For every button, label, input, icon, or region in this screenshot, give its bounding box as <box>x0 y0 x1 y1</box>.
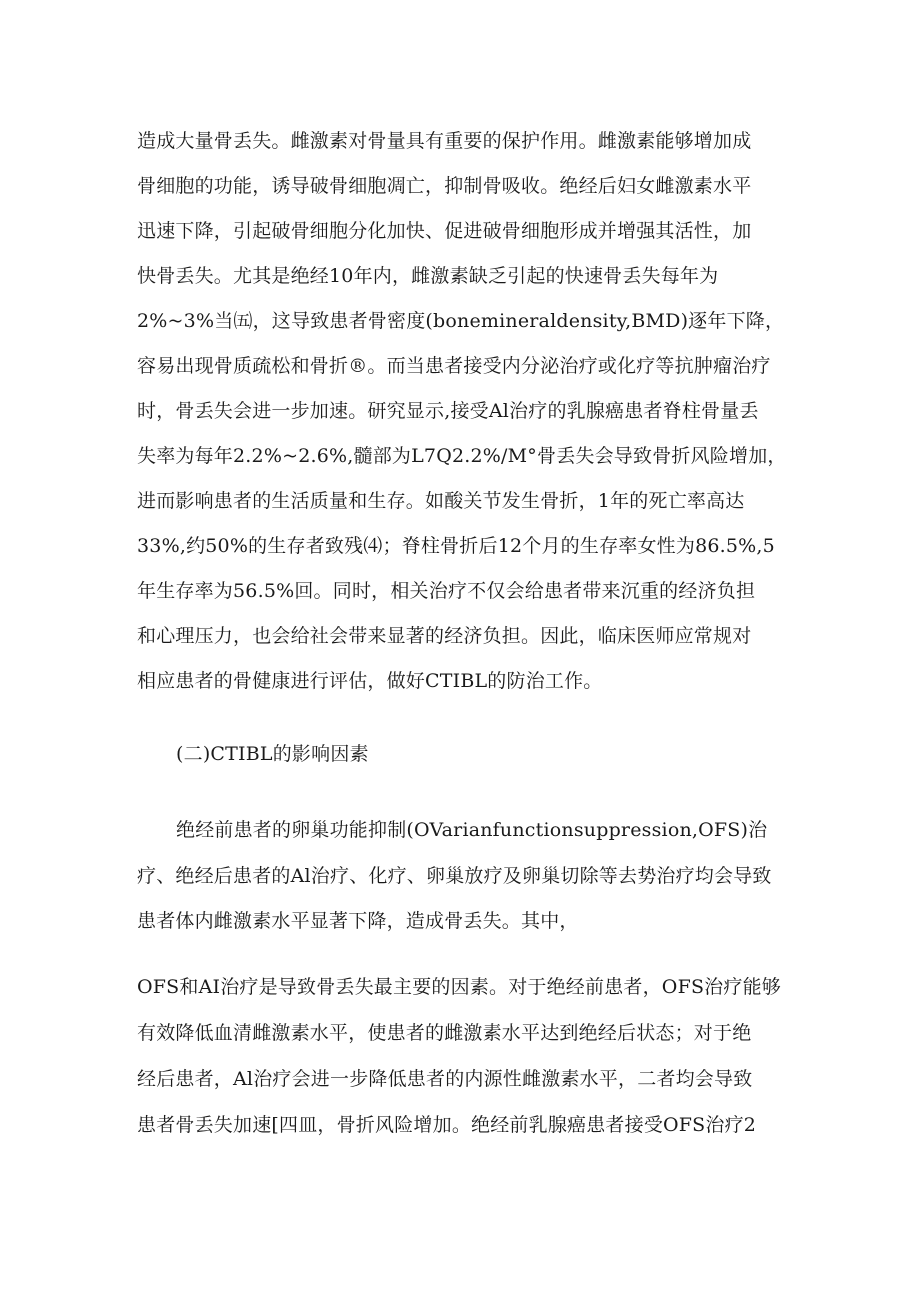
text-line-17: OFS和AI治疗是导致骨丢失最主要的因素。对于绝经前患者，OFS治疗能够 <box>137 976 781 998</box>
text-line-7: 时，骨丢失会进一步加速。研究显示,接受Al治疗的乳腺癌患者脊柱骨量丢 <box>137 400 759 422</box>
text-line-13: 相应患者的骨健康进行评估，做好CTIBL的防治工作。 <box>137 670 603 692</box>
section-heading: (二)CTIBL的影响因素 <box>176 743 369 765</box>
text-line-4: 快骨丢失。尤其是绝经10年内，雌激素缺乏引起的快速骨丢失每年为 <box>137 265 719 287</box>
text-line-2: 骨细胞的功能，诱导破骨细胞凋亡，抑制骨吸收。绝经后妇女雌激素水平 <box>137 175 752 197</box>
text-line-14: 绝经前患者的卵巢功能抑制(OVarianfunctionsuppression,OFS)治 <box>176 819 768 841</box>
text-line-1: 造成大量骨丢失。雌激素对骨量具有重要的保护作用。雌激素能够增加成 <box>137 130 752 152</box>
text-line-16: 患者体内雌激素水平显著下降，造成骨丢失。其中， <box>137 910 579 932</box>
text-line-5: 2%~3%当㈤，这导致患者骨密度(bonemineraldensity,BMD)逐年下降， <box>137 310 785 332</box>
text-line-9: 进而影响患者的生活质量和生存。如酸关节发生骨折，1年的死亡率高达 <box>137 490 745 512</box>
text-line-20: 患者骨丢失加速[四皿，骨折风险增加。绝经前乳腺癌患者接受OFS治疗2 <box>137 1114 757 1136</box>
text-line-10: 33%,约50%的生存者致残⑷；脊柱骨折后12个月的生存率女性为86.5%,5 <box>137 535 775 557</box>
text-line-12: 和心理压力，也会给社会带来显著的经济负担。因此，临床医师应常规对 <box>137 625 752 647</box>
text-line-18: 有效降低血清雌激素水平，使患者的雌激素水平达到绝经后状态；对于绝 <box>137 1022 752 1044</box>
text-line-8: 失率为每年2.2%~2.6%,髓部为L7Q2.2%/M°骨丢失会导致骨折风险增加， <box>137 445 787 467</box>
text-line-6: 容易出现骨质疏松和骨折®。而当患者接受内分泌治疗或化疗等抗肿瘤治疗 <box>137 355 771 377</box>
text-line-3: 迅速下降，引起破骨细胞分化加快、促进破骨细胞形成并增强其活性，加 <box>137 220 752 242</box>
text-line-19: 经后患者，Al治疗会进一步降低患者的内源性雌激素水平，二者均会导致 <box>137 1068 753 1090</box>
text-line-11: 年生存率为56.5%回。同时，相关治疗不仅会给患者带来沉重的经济负担 <box>137 580 756 602</box>
text-line-15: 疗、绝经后患者的Al治疗、化疗、卵巢放疗及卵巢切除等去势治疗均会导致 <box>137 865 772 887</box>
